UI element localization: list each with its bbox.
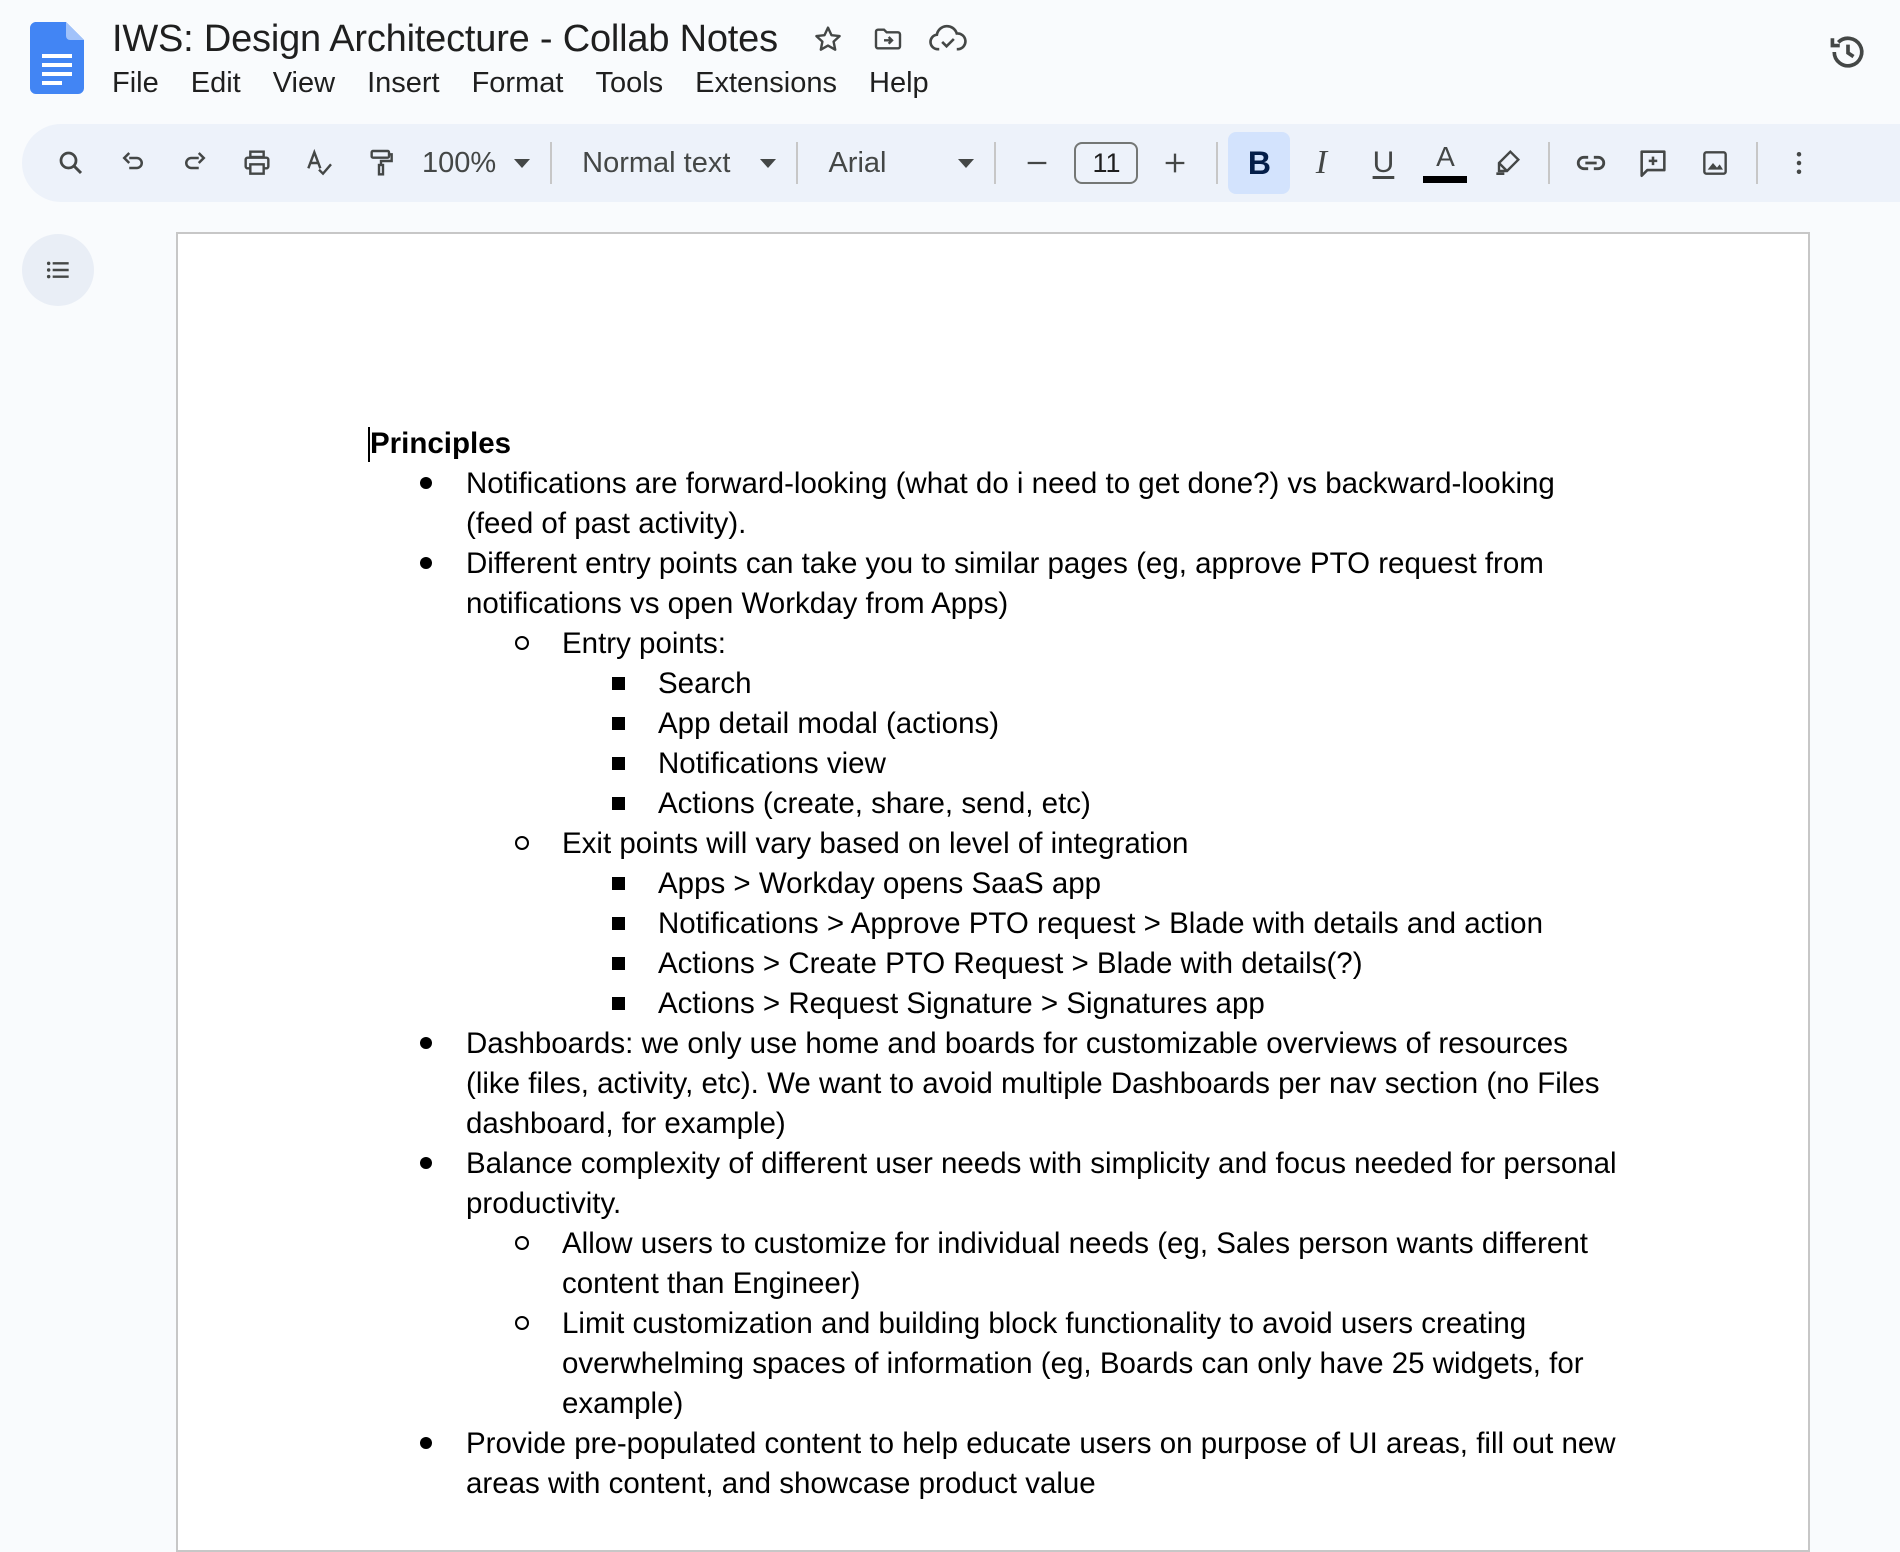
- chevron-down-icon: [760, 159, 776, 168]
- insert-link-button[interactable]: [1560, 132, 1622, 194]
- cloud-saved-icon[interactable]: [928, 19, 968, 59]
- link-icon: [1574, 146, 1608, 180]
- menu-help[interactable]: Help: [869, 67, 929, 99]
- print-button[interactable]: [226, 132, 288, 194]
- highlight-color-button[interactable]: [1476, 132, 1538, 194]
- list-item-text: Actions > Create PTO Request > Blade with details(?): [658, 947, 1363, 980]
- bullet-marker: [502, 624, 542, 664]
- list-item: [370, 464, 1630, 544]
- text-cursor: [368, 427, 370, 462]
- more-vert-icon: [1784, 148, 1814, 178]
- list-item: [370, 904, 1630, 944]
- minus-icon: [1023, 149, 1051, 177]
- bullet-marker: [406, 1144, 446, 1184]
- version-history-button[interactable]: [1820, 24, 1876, 80]
- bullet-marker: [502, 824, 542, 864]
- image-icon: [1699, 147, 1731, 179]
- toolbar-divider: [796, 142, 798, 184]
- docs-logo[interactable]: [30, 22, 84, 94]
- paint-format-icon: [365, 147, 397, 179]
- undo-icon: [118, 148, 148, 178]
- list-item-text: Allow users to customize for individual needs (eg, Sales person wants different content than Engineer): [562, 1227, 1588, 1300]
- redo-icon: [180, 148, 210, 178]
- star-icon[interactable]: [808, 19, 848, 59]
- list-item-text: Balance complexity of different user needs with simplicity and focus needed for personal productivity.: [466, 1147, 1617, 1220]
- list-item: [370, 704, 1630, 744]
- bullet-marker: [598, 944, 638, 984]
- search-menus-button[interactable]: [40, 132, 102, 194]
- menu-insert[interactable]: Insert: [367, 67, 440, 99]
- doc-heading: [370, 424, 1630, 464]
- add-comment-button[interactable]: [1622, 132, 1684, 194]
- list-item: [370, 944, 1630, 984]
- list-item: [370, 624, 1630, 664]
- underline-button[interactable]: [1352, 132, 1414, 194]
- list-item: [370, 544, 1630, 624]
- list-item-text: Entry points:: [562, 627, 726, 660]
- list-item-text: Actions (create, share, send, etc): [658, 787, 1091, 820]
- list-item: [370, 824, 1630, 864]
- list-item-text: Exit points will vary based on level of integration: [562, 827, 1189, 860]
- document-body[interactable]: [370, 424, 1630, 1504]
- list-item-text: Apps > Workday opens SaaS app: [658, 867, 1102, 900]
- bullet-marker: [406, 464, 446, 504]
- increase-font-size-button[interactable]: [1144, 132, 1206, 194]
- zoom-select[interactable]: [412, 135, 540, 191]
- toolbar: [22, 124, 1900, 202]
- list-item-text: Limit customization and building block functionality to avoid users creating overwhelming spaces of information (eg, Boards can only have 25 widgets, for example): [562, 1307, 1584, 1420]
- list-item-text: Provide pre-populated content to help educate users on purpose of UI areas, fill out new areas with content, and showcase product value: [466, 1427, 1616, 1500]
- paragraph-style-value: Normal text: [582, 146, 731, 179]
- text-color-icon: A: [1436, 140, 1455, 172]
- plus-icon: [1161, 149, 1189, 177]
- document-page[interactable]: [176, 232, 1810, 1552]
- menu-bar: [96, 62, 945, 104]
- document-outline-button[interactable]: [22, 234, 94, 306]
- spellcheck-icon: [303, 147, 335, 179]
- text-color-swatch: [1423, 176, 1467, 183]
- spelling-check-button[interactable]: [288, 132, 350, 194]
- list-item-text: Dashboards: we only use home and boards for customizable overviews of resources (like files, activity, etc). We want to avoid multiple Dashboards per nav section (no Files dashboard, for example): [466, 1027, 1600, 1140]
- zoom-value: 100%: [422, 146, 497, 179]
- insert-image-button[interactable]: [1684, 132, 1746, 194]
- bold-icon: B: [1247, 144, 1271, 181]
- bullet-marker: [598, 664, 638, 704]
- search-icon: [56, 148, 86, 178]
- list-item: [370, 784, 1630, 824]
- redo-button[interactable]: [164, 132, 226, 194]
- list-item: [370, 744, 1630, 784]
- bullet-marker: [502, 1304, 542, 1344]
- title-row: [112, 16, 968, 62]
- bullet-marker: [598, 784, 638, 824]
- bulleted-list: [370, 464, 1630, 1504]
- list-item: [370, 1144, 1630, 1224]
- list-item-text: Different entry points can take you to similar pages (eg, approve PTO request from notifications vs open Workday from Apps): [466, 547, 1544, 620]
- list-item-text: Search: [658, 667, 752, 700]
- chevron-down-icon: [514, 159, 530, 168]
- decrease-font-size-button[interactable]: [1006, 132, 1068, 194]
- add-comment-icon: [1636, 146, 1670, 180]
- paint-format-button[interactable]: [350, 132, 412, 194]
- paragraph-style-select[interactable]: [562, 135, 786, 191]
- list-item: [370, 984, 1630, 1024]
- menu-edit[interactable]: Edit: [190, 67, 241, 99]
- list-item: [370, 1424, 1630, 1504]
- list-item-text: Notifications are forward-looking (what do i need to get done?) vs backward-looking (feed of past activity).: [466, 467, 1555, 540]
- bullet-marker: [598, 864, 638, 904]
- bullet-marker: [598, 704, 638, 744]
- text-color-button[interactable]: [1414, 132, 1476, 194]
- list-item-text: Notifications > Approve PTO request > Blade with details and action: [658, 907, 1543, 940]
- list-item: [370, 1224, 1630, 1304]
- menu-extensions[interactable]: Extensions: [695, 67, 837, 99]
- underline-icon: U: [1372, 146, 1395, 179]
- italic-icon: I: [1315, 144, 1328, 181]
- toolbar-divider: [994, 142, 996, 184]
- menu-view[interactable]: View: [272, 67, 336, 99]
- font-select[interactable]: [808, 135, 984, 191]
- undo-button[interactable]: [102, 132, 164, 194]
- move-folder-icon[interactable]: [868, 19, 908, 59]
- bullet-marker: [598, 744, 638, 784]
- list-item: [370, 1304, 1630, 1424]
- list-item: [370, 1024, 1630, 1144]
- menu-tools[interactable]: Tools: [595, 67, 664, 99]
- toolbar-divider: [1548, 142, 1550, 184]
- bullet-marker: [406, 544, 446, 584]
- bullet-marker: [502, 1224, 542, 1264]
- bullet-marker: [598, 904, 638, 944]
- print-icon: [241, 147, 273, 179]
- toolbar-divider: [1756, 142, 1758, 184]
- docs-logo-icon: [30, 22, 84, 94]
- list-item-text: Notifications view: [658, 747, 886, 780]
- bullet-marker: [406, 1024, 446, 1064]
- highlighter-icon: [1491, 147, 1523, 179]
- bold-button[interactable]: [1228, 132, 1290, 194]
- bullet-marker: [406, 1424, 446, 1464]
- font-value: Arial: [828, 146, 887, 179]
- outline-list-icon: [42, 254, 74, 286]
- chevron-down-icon: [958, 159, 974, 168]
- doc-heading-text: Principles: [370, 427, 512, 460]
- list-item-text: Actions > Request Signature > Signatures app: [658, 987, 1265, 1020]
- italic-button[interactable]: [1290, 132, 1352, 194]
- document-title[interactable]: IWS: Design Architecture - Collab Notes: [112, 17, 778, 60]
- font-size-input[interactable]: 11: [1074, 142, 1138, 184]
- list-item: [370, 664, 1630, 704]
- list-item: [370, 864, 1630, 904]
- menu-format[interactable]: Format: [471, 67, 564, 99]
- more-options-button[interactable]: [1768, 132, 1830, 194]
- menu-file[interactable]: File: [112, 67, 159, 99]
- history-icon: [1826, 30, 1870, 74]
- toolbar-divider: [1216, 142, 1218, 184]
- toolbar-divider: [550, 142, 552, 184]
- bullet-marker: [598, 984, 638, 1024]
- list-item-text: App detail modal (actions): [658, 707, 1000, 740]
